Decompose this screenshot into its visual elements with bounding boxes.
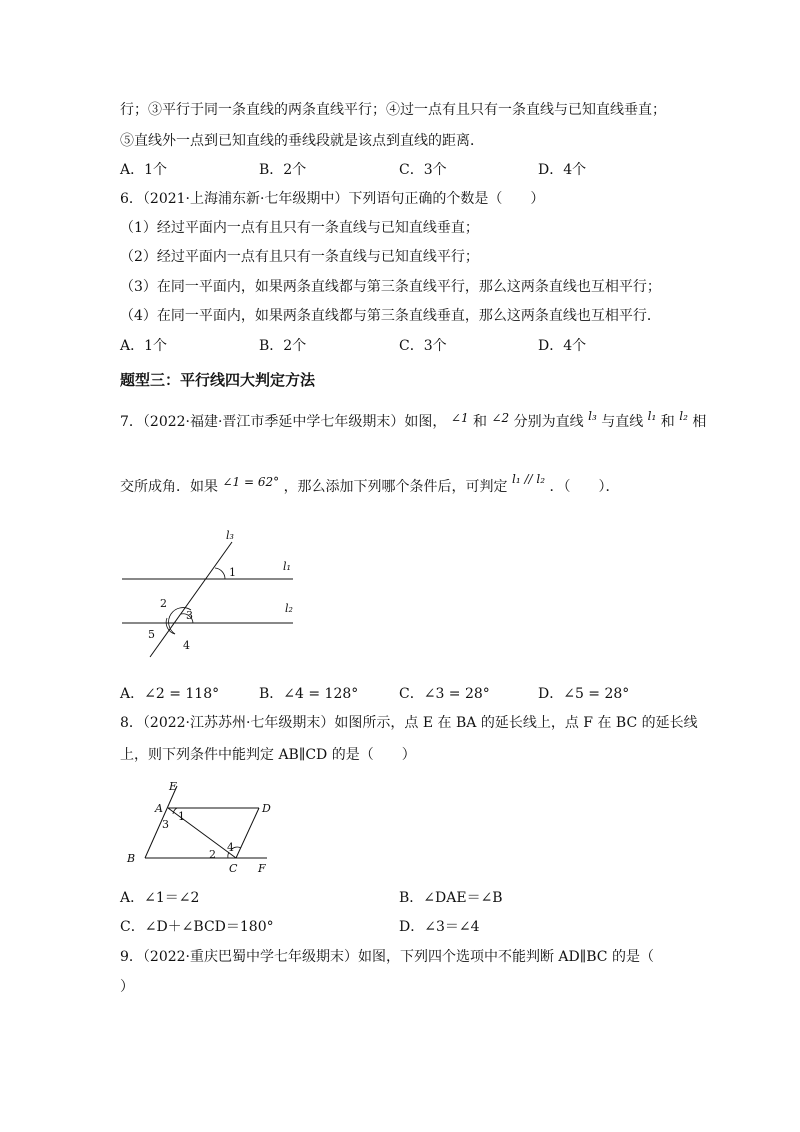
q7-fig-label-l2: l₂ (285, 602, 293, 615)
q7-stem-c: 与直线 (601, 414, 644, 430)
q6-option-d: D．4个 (538, 338, 587, 354)
q7-stem-line-2 (120, 469, 619, 497)
q8-segment-DC (236, 808, 259, 858)
q7-option-a: A．∠2 = 118° (120, 686, 220, 702)
q7-and-2: 和 (660, 414, 675, 430)
q7-parallel: l₁ // l₂ (512, 472, 546, 486)
q8-fig-label-D: D (262, 802, 271, 815)
q7-fig-label-4: 4 (183, 639, 190, 652)
q5-text-line-2: ⑤直线外一点到已知直线的垂线段就是该点到直线的距离． (120, 133, 484, 149)
q7-stem-d: 相 (692, 414, 707, 430)
q6-item-4: （4）在同一平面内，如果两条直线都与第三条直线垂直，那么这两条直线也互相平行． (120, 308, 661, 324)
q8-stem-line-2: 上，则下列条件中能判定 AB∥CD 的是（ ） (120, 747, 416, 763)
q8-fig-label-E: E (169, 780, 178, 793)
q7-angle-arc-1 (215, 568, 225, 579)
q8-option-a: A．∠1＝∠2 (120, 890, 200, 906)
q8-stem-line-1: 8．（2022·江苏苏州·七年级期末）如图所示，点 E 在 BA 的延长线上，点 F 在 BC 的延长线 (120, 715, 698, 731)
q7-fig-label-1: 1 (229, 566, 236, 579)
q7-line-l2: l₂ (679, 409, 688, 423)
q8-option-b: B．∠DAE＝∠B (399, 890, 503, 906)
q6-option-c: C．3个 (399, 338, 447, 354)
q6-item-2: （2）经过平面内一点有且只有一条直线与已知直线平行； (120, 249, 479, 265)
q7-fig-label-l1: l₁ (283, 560, 291, 573)
q8-fig-label-A: A (155, 802, 163, 815)
q8-fig-label-F: F (258, 862, 266, 875)
q5-option-b: B．2个 (259, 162, 307, 178)
q8-fig-label-B: B (127, 852, 136, 865)
q7-line2-a: 交所成角．如果 (120, 479, 218, 495)
q9-stem-line-2: ） (120, 979, 134, 995)
q7-figure (115, 522, 315, 662)
q8-fig-label-C: C (229, 862, 238, 875)
q5-option-d: D．4个 (538, 162, 587, 178)
q7-stem-a: 7．（2022·福建·晋江市季延中学七年级期末）如图， (120, 414, 447, 430)
q7-line2-c: ．（ ）． (549, 479, 620, 495)
q7-angle-1: ∠1 (450, 411, 469, 425)
q6-option-a: A．1个 (120, 338, 168, 354)
section-heading: 题型三：平行线四大判定方法 (120, 371, 316, 389)
q7-line2-b: ，那么添加下列哪个条件后，可判定 (283, 479, 508, 495)
q7-stem-line-1 (120, 406, 706, 432)
q8-segment-EB (145, 786, 177, 858)
q7-fig-label-5: 5 (148, 628, 155, 641)
q7-fig-label-2: 2 (160, 597, 167, 610)
q8-fig-label-3: 3 (162, 818, 169, 831)
q7-angle-2: ∠2 (491, 411, 510, 425)
q8-fig-label-1: 1 (178, 810, 185, 823)
q6-item-3: （3）在同一平面内，如果两条直线都与第三条直线平行，那么这两条直线也互相平行； (120, 279, 661, 295)
q7-line-l3: l₃ (588, 409, 597, 423)
q7-stem-b: 分别为直线 (513, 414, 584, 430)
q9-stem-line-1: 9．（2022·重庆巴蜀中学七年级期末）如图，下列四个选项中不能判断 AD∥BC 的是（ (120, 949, 654, 965)
q6-stem: 6．（2021·上海浦东新·七年级期中）下列语句正确的个数是（ ） (120, 191, 545, 207)
q6-item-1: （1）经过平面内一点有且只有一条直线与已知直线垂直； (120, 220, 479, 236)
q8-option-d: D．∠3＝∠4 (399, 919, 480, 935)
q5-option-c: C．3个 (399, 162, 447, 178)
q5-option-a: A．1个 (120, 162, 168, 178)
q7-and: 和 (473, 414, 488, 430)
q7-option-b: B．∠4 = 128° (259, 686, 359, 702)
q6-option-b: B．2个 (259, 338, 307, 354)
q7-line-l1: l₁ (647, 409, 657, 423)
q7-angle-arc-5 (166, 618, 175, 634)
q7-fig-label-l3: l₃ (226, 529, 234, 542)
q8-option-c: C．∠D＋∠BCD＝180° (120, 919, 274, 935)
q7-condition: ∠1 = 62° (222, 475, 280, 489)
q8-fig-label-4: 4 (227, 841, 234, 854)
q5-text-line-1: 行；③平行于同一条直线的两条直线平行；④过一点有且只有一条直线与已知直线垂直； (120, 102, 666, 118)
q7-option-d: D．∠5 = 28° (538, 686, 630, 702)
q7-option-c: C．∠3 = 28° (399, 686, 490, 702)
q8-figure (115, 778, 285, 878)
q7-fig-label-3: 3 (186, 609, 193, 622)
q8-fig-label-2: 2 (209, 848, 216, 861)
